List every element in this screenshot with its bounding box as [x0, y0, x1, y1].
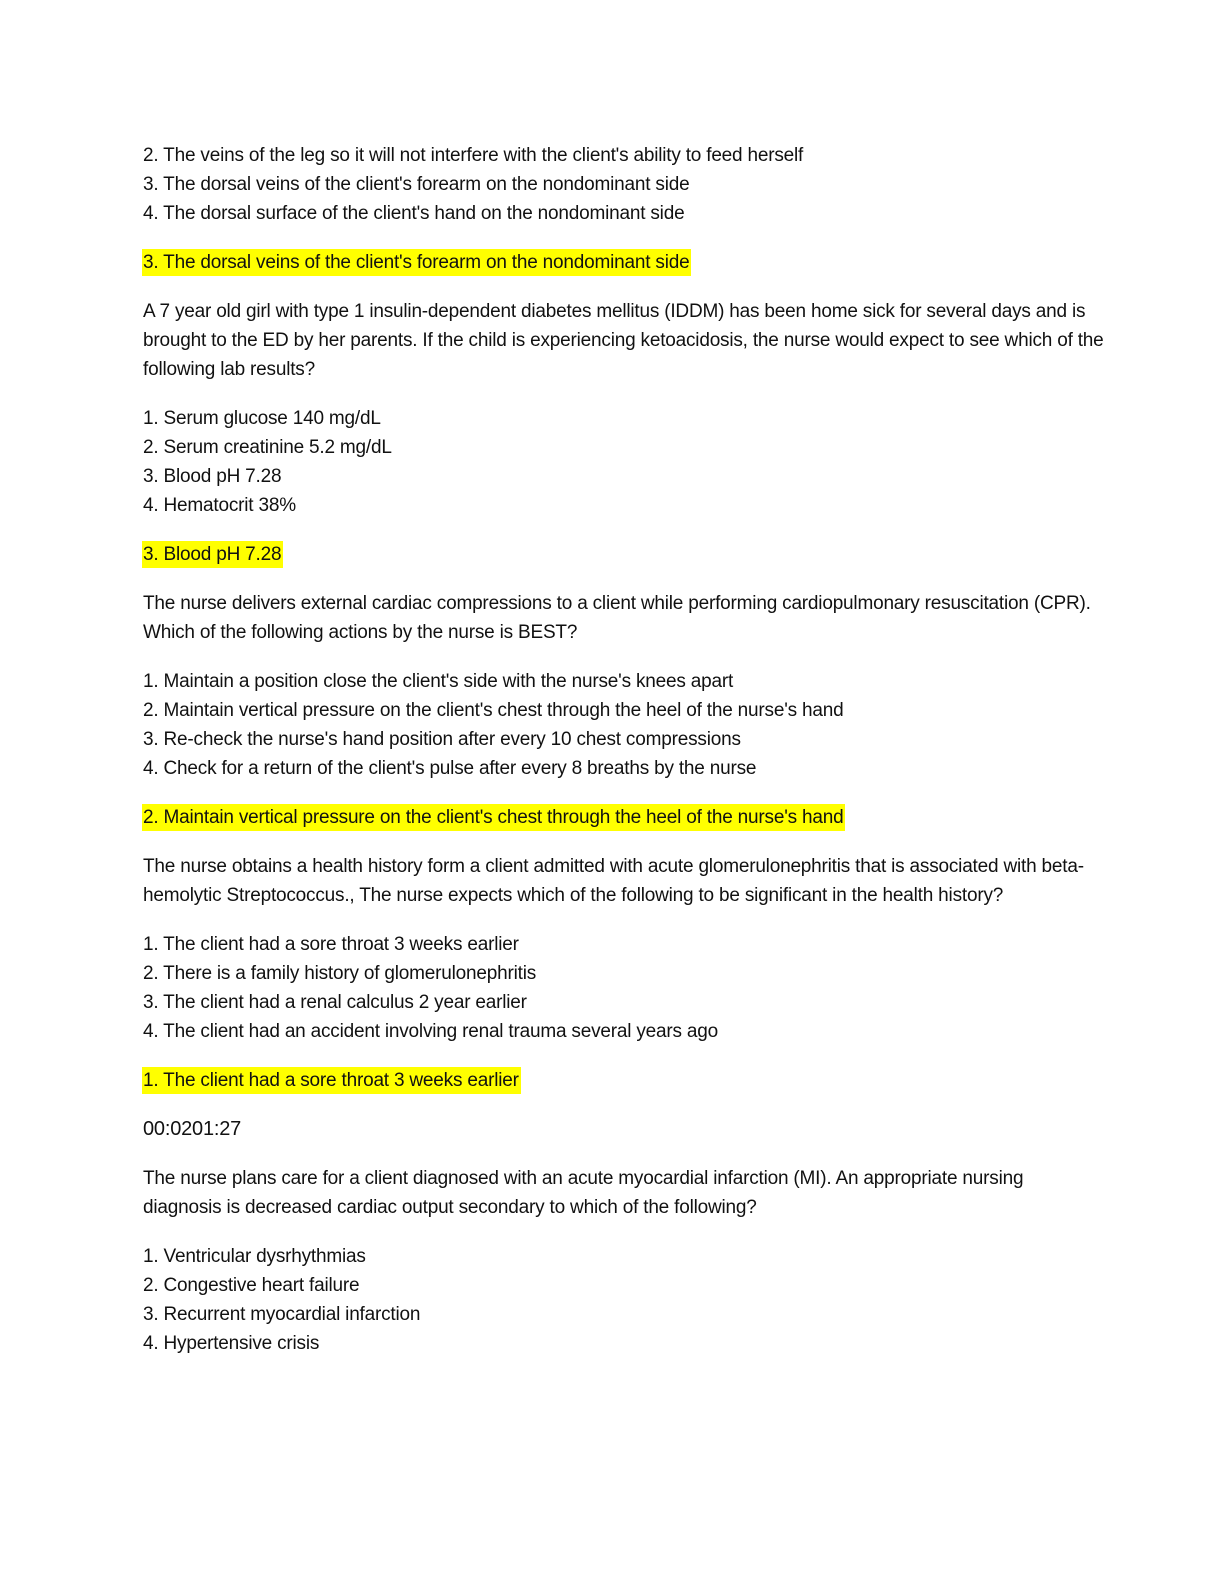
- option-line: 3. Recurrent myocardial infarction: [143, 1304, 421, 1325]
- highlighted-answer: 3. Blood pH 7.28: [142, 541, 283, 568]
- question-line: hemolytic Streptococcus., The nurse expects which of the following to be significant in the health history?: [143, 885, 1004, 906]
- option-line: 3. The client had a renal calculus 2 year earlier: [143, 992, 527, 1013]
- option-line: 1. Maintain a position close the client's side with the nurse's knees apart: [143, 671, 734, 692]
- option-line: 1. Ventricular dysrhythmias: [143, 1246, 366, 1267]
- question-0-answer: [143, 248, 1083, 277]
- question-1-options: [143, 404, 1083, 520]
- option-line: 2. The veins of the leg so it will not interfere with the client's ability to feed herself: [143, 145, 804, 166]
- option-line: 4. Hematocrit 38%: [143, 495, 296, 516]
- option-line: 2. There is a family history of glomerulonephritis: [143, 963, 537, 984]
- highlighted-answer: 2. Maintain vertical pressure on the client's chest through the heel of the nurse's hand: [142, 804, 845, 831]
- option-line: 2. Maintain vertical pressure on the client's chest through the heel of the nurse's hand: [143, 700, 844, 721]
- option-line: 3. Re-check the nurse's hand position after every 10 chest compressions: [143, 729, 741, 750]
- option-line: 3. Blood pH 7.28: [143, 466, 282, 487]
- timestamp: 00:0201:27: [143, 1118, 242, 1140]
- question-4-options: [143, 1242, 1083, 1358]
- question-2-text: [143, 589, 1091, 647]
- highlighted-answer: 1. The client had a sore throat 3 weeks earlier: [142, 1067, 521, 1094]
- question-line: Which of the following actions by the nurse is BEST?: [143, 622, 578, 643]
- question-line: brought to the ED by her parents. If the child is experiencing ketoacidosis, the nurse would expect to see which of the: [143, 330, 1104, 351]
- question-line: The nurse delivers external cardiac compressions to a client while performing cardiopulmonary resuscitation (CPR).: [143, 593, 1091, 614]
- question-3-text: [143, 852, 1083, 910]
- question-line: following lab results?: [143, 359, 315, 380]
- timestamp-block: [143, 1115, 1083, 1144]
- option-line: 4. The client had an accident involving renal trauma several years ago: [143, 1021, 718, 1042]
- option-line: 3. The dorsal veins of the client's forearm on the nondominant side: [143, 174, 690, 195]
- document-body: [143, 141, 1104, 1358]
- question-3-answer: [143, 1066, 1083, 1095]
- question-1-text: [143, 297, 1104, 384]
- option-line: 1. The client had a sore throat 3 weeks earlier: [143, 934, 519, 955]
- question-4-text: [143, 1164, 1083, 1222]
- option-line: 4. The dorsal surface of the client's hand on the nondominant side: [143, 203, 685, 224]
- question-line: diagnosis is decreased cardiac output secondary to which of the following?: [143, 1197, 757, 1218]
- highlighted-answer: 3. The dorsal veins of the client's forearm on the nondominant side: [142, 249, 691, 276]
- question-line: The nurse obtains a health history form a client admitted with acute glomerulonephritis that is associated with beta-: [143, 856, 1084, 877]
- question-2-options: [143, 667, 1083, 783]
- option-line: 4. Check for a return of the client's pulse after every 8 breaths by the nurse: [143, 758, 757, 779]
- option-line: 2. Serum creatinine 5.2 mg/dL: [143, 437, 392, 458]
- question-2-answer: [143, 803, 1083, 832]
- question-0-options: [143, 141, 1083, 228]
- question-1-answer: [143, 540, 1083, 569]
- option-line: 2. Congestive heart failure: [143, 1275, 360, 1296]
- question-line: A 7 year old girl with type 1 insulin-dependent diabetes mellitus (IDDM) has been home sick for several days and is: [143, 301, 1086, 322]
- question-line: The nurse plans care for a client diagnosed with an acute myocardial infarction (MI). An appropriate nursing: [143, 1168, 1024, 1189]
- question-3-options: [143, 930, 1083, 1046]
- option-line: 1. Serum glucose 140 mg/dL: [143, 408, 381, 429]
- option-line: 4. Hypertensive crisis: [143, 1333, 320, 1354]
